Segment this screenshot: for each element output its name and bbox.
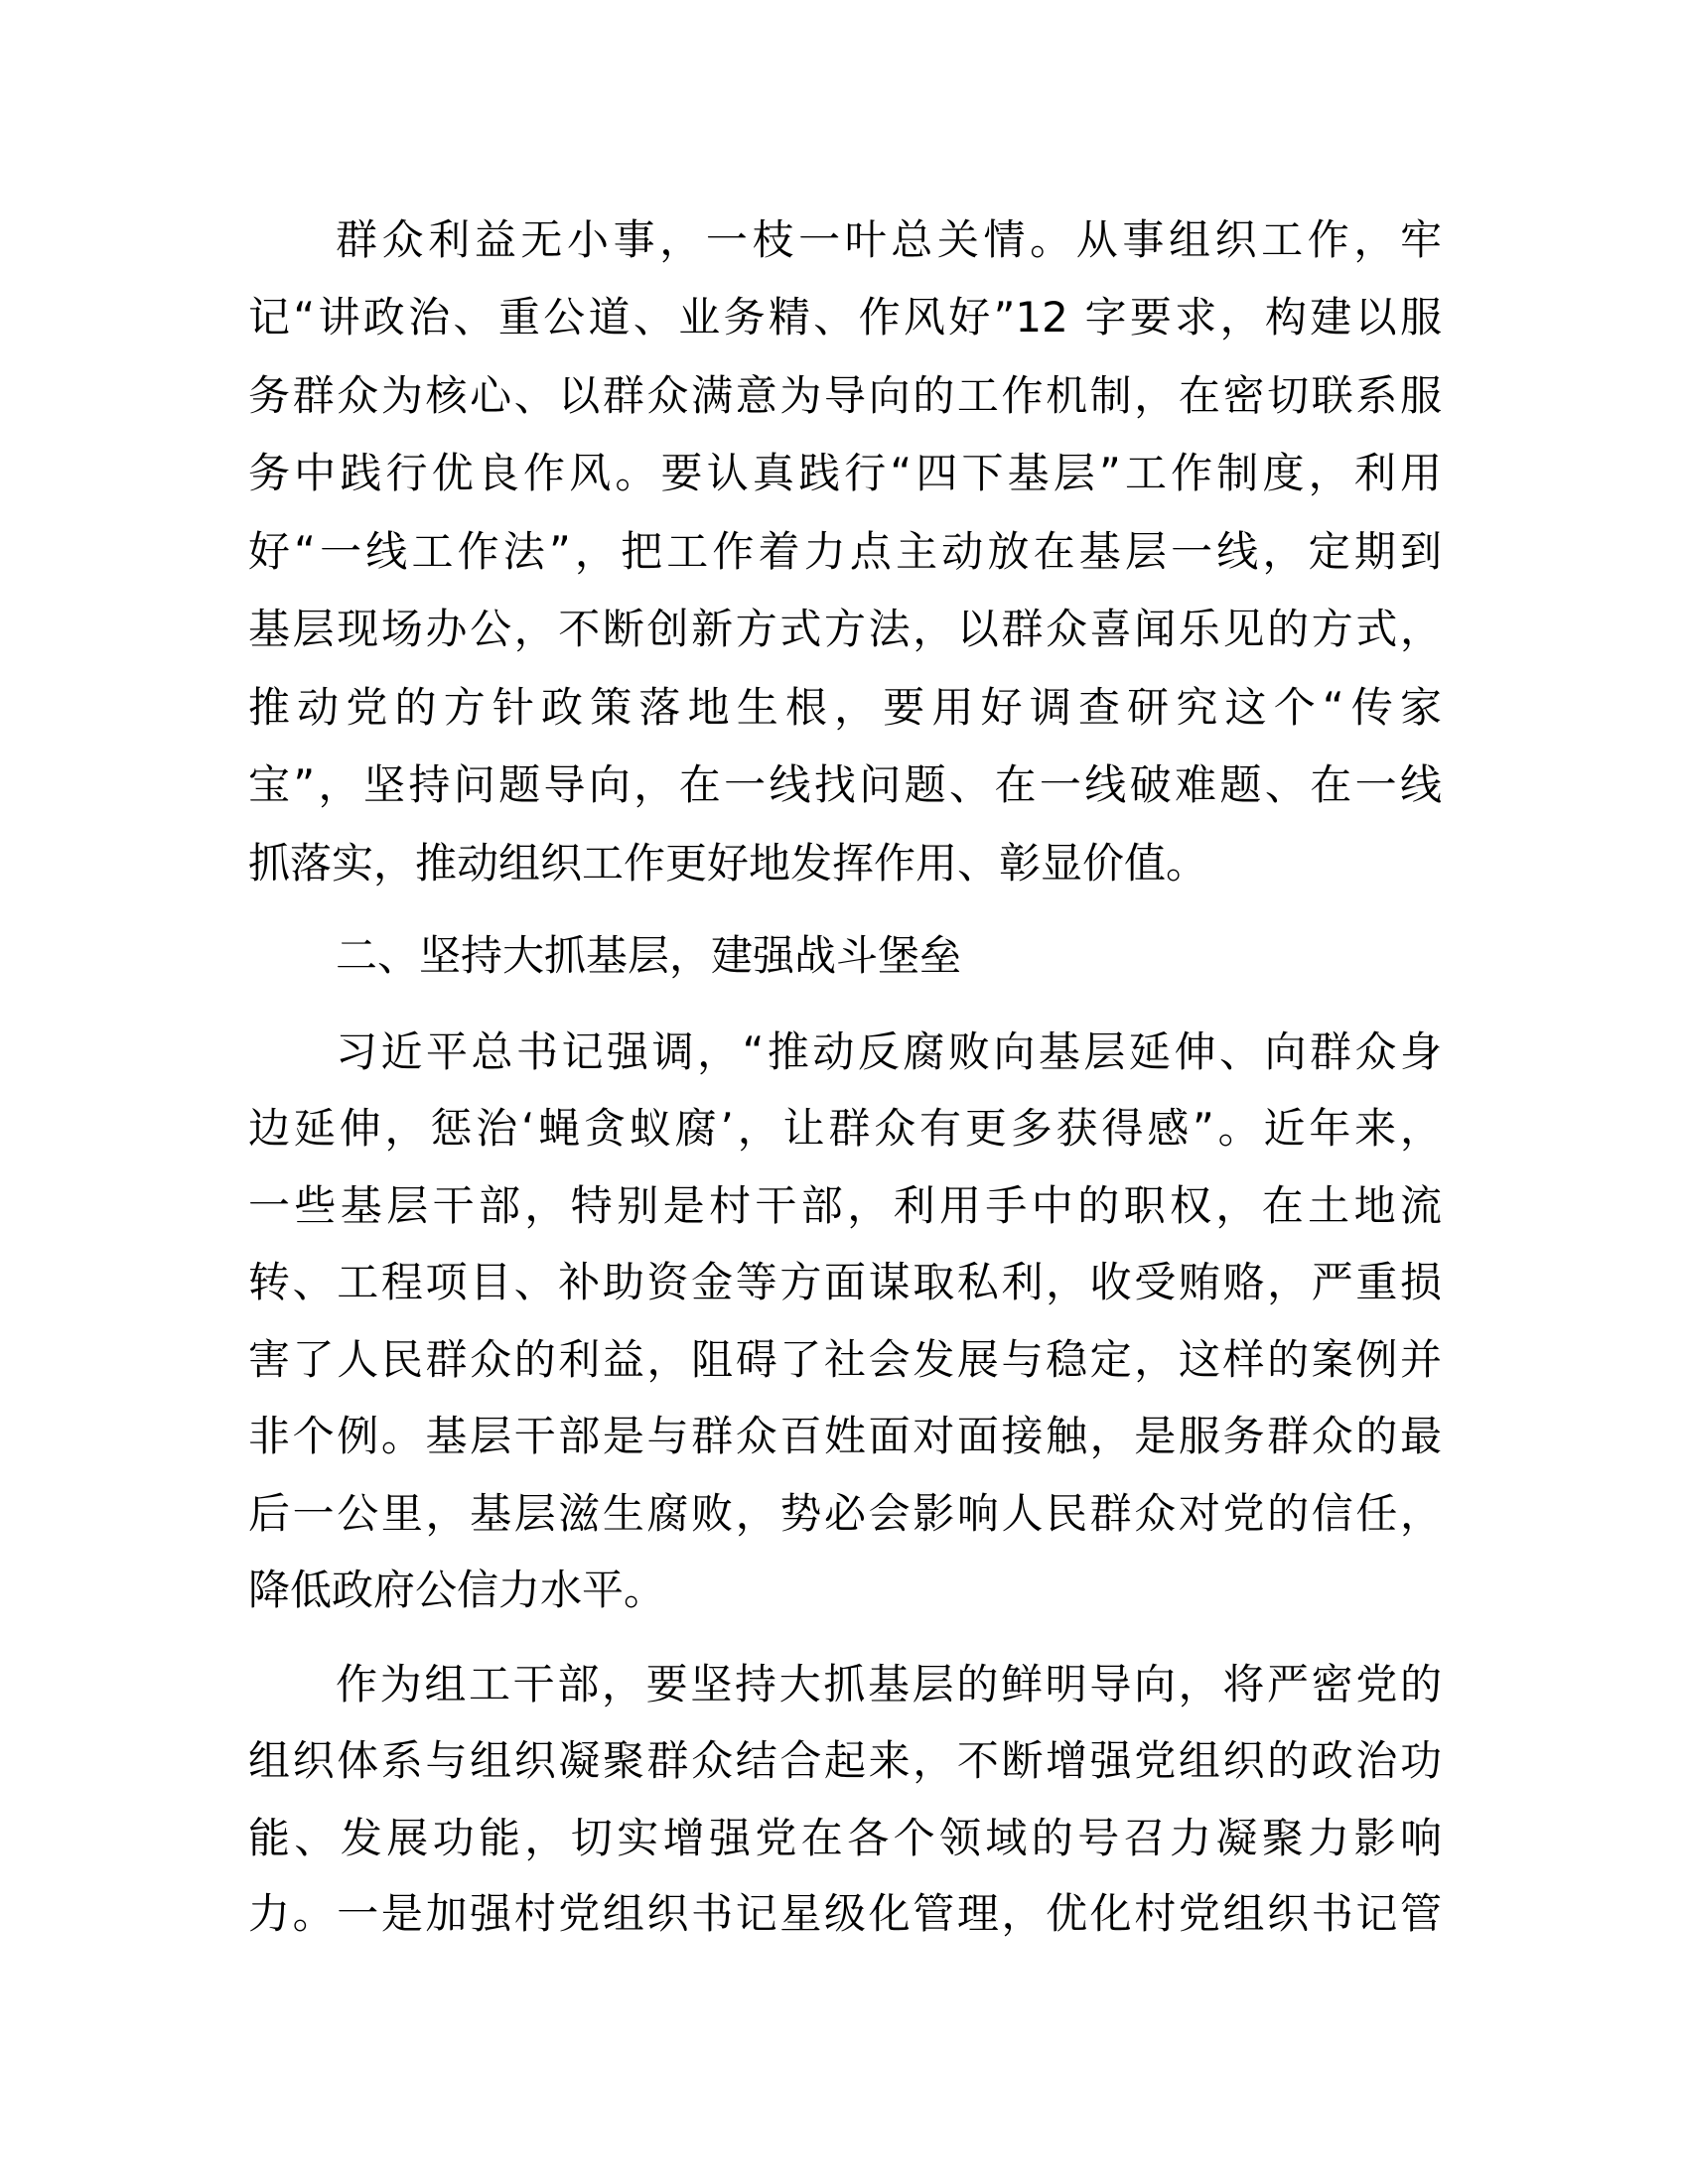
text-line: 作为组工干部，要坚持大抓基层的鲜明导向，将严密党的 [336, 1660, 1442, 1708]
text-line: 组织体系与组织凝聚群众结合起来，不断增强党组织的政治功 [248, 1736, 1442, 1785]
text-line: 好“一线工作法”，把工作着力点主动放在基层一线，定期到 [248, 527, 1442, 576]
text-line: 记“讲政治、重公道、业务精、作风好”12 字要求，构建以服 [248, 293, 1442, 341]
text-line: 非个例。基层干部是与群众百姓面对面接触，是服务群众的最 [248, 1412, 1442, 1460]
text-line: 能、发展功能，切实增强党在各个领域的号召力凝聚力影响 [248, 1814, 1442, 1862]
text-line: 基层现场办公，不断创新方式方法，以群众喜闻乐见的方式， [248, 605, 1442, 653]
text-line: 降低政府公信力水平。 [248, 1566, 666, 1614]
text-line: 力。一是加强村党组织书记星级化管理，优化村党组织书记管 [248, 1889, 1442, 1938]
text-line: 转、工程项目、补助资金等方面谋取私利，收受贿赂，严重损 [248, 1258, 1442, 1306]
text-line: 边延伸，惩治‘蝇贪蚁腐’，让群众有更多获得感”。近年来， [248, 1104, 1442, 1153]
text-line: 务群众为核心、以群众满意为导向的工作机制，在密切联系服 [248, 371, 1442, 420]
text-line: 抓落实，推动组织工作更好地发挥作用、彰显价值。 [248, 839, 1208, 887]
text-line: 害了人民群众的利益，阻碍了社会发展与稳定，这样的案例并 [248, 1335, 1442, 1384]
heading-text: 二、坚持大抓基层，建强战斗堡垒 [336, 931, 962, 980]
text-line: 一些基层干部，特别是村干部，利用手中的职权，在土地流 [248, 1181, 1442, 1230]
text-line: 务中践行优良作风。要认真践行“四下基层”工作制度，利用 [248, 449, 1442, 497]
text-line: 宝”，坚持问题导向，在一线找问题、在一线破难题、在一线 [248, 760, 1442, 809]
text-line: 习近平总书记强调，“推动反腐败向基层延伸、向群众身 [336, 1027, 1442, 1076]
text-line: 推动党的方针政策落地生根，要用好调查研究这个“传家 [248, 683, 1442, 732]
text-line: 后一公里，基层滋生腐败，势必会影响人民群众对党的信任， [248, 1489, 1442, 1538]
text-line: 群众利益无小事，一枝一叶总关情。从事组织工作，牢 [336, 215, 1442, 264]
